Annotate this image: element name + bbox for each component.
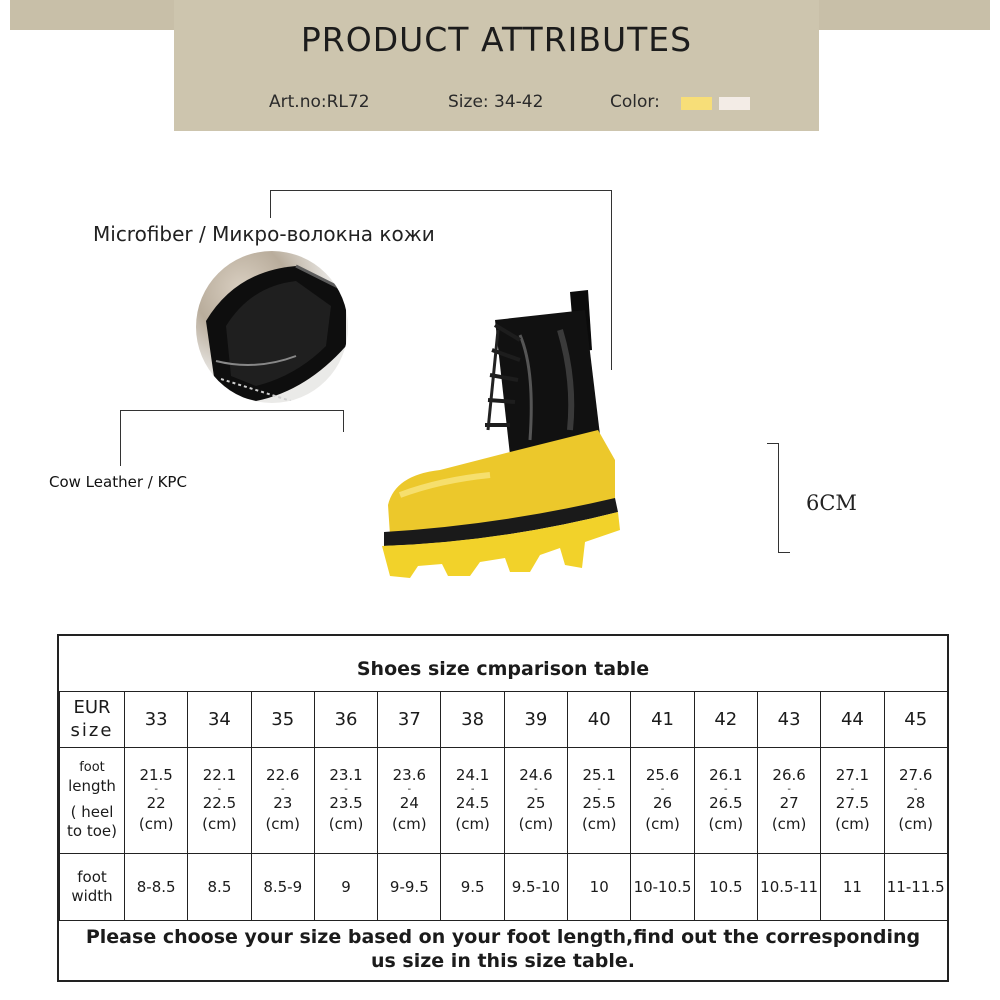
length-unit: (cm): [328, 815, 364, 834]
eur-cell: 43: [757, 692, 820, 748]
size-label: size: [70, 719, 114, 741]
length-unit: (cm): [138, 815, 174, 834]
color-swatch-yellow[interactable]: [681, 97, 712, 110]
length-cell: 26.1 - 26.5 (cm): [694, 748, 757, 854]
size-comparison-table: [57, 634, 949, 982]
size-range: Size: 34-42: [448, 92, 544, 112]
length-to: 24: [399, 793, 419, 812]
length-unit: (cm): [455, 815, 490, 834]
width-cell: 11-11.5: [884, 854, 947, 921]
eur-cell: 44: [821, 692, 884, 748]
size-grid: [59, 691, 948, 921]
leader-line-bottom-right: [343, 410, 344, 432]
eur-cell: 42: [694, 692, 757, 748]
length-unit: (cm): [392, 815, 427, 834]
foot-length-row: [60, 748, 948, 854]
length-from: 21.5: [139, 765, 173, 784]
eur-cell: 39: [504, 692, 567, 748]
length-to: 22: [146, 793, 166, 812]
foot-width-row: [60, 854, 948, 921]
eur-cell: 35: [251, 692, 314, 748]
length-unit: (cm): [518, 815, 554, 834]
width-cell: 9: [314, 854, 377, 921]
eur-cell: 40: [568, 692, 631, 748]
length-to: 27: [779, 793, 799, 812]
eur-size-row: [60, 692, 948, 748]
length-from: 25.1: [582, 765, 616, 784]
header-rule-left: [10, 0, 175, 30]
width-cell: 10.5: [694, 854, 757, 921]
length-from: 24.6: [519, 765, 553, 784]
material-detail-image: [196, 251, 348, 403]
page-title: PRODUCT ATTRIBUTES: [300, 20, 693, 59]
length-unit: (cm): [265, 815, 301, 834]
length-to: 27.5: [835, 793, 870, 812]
length-from: 22.6: [266, 765, 300, 784]
eur-cell: 33: [125, 692, 188, 748]
width-cell: 9.5-10: [504, 854, 567, 921]
length-to: 23: [273, 793, 293, 812]
eur-cell: 36: [314, 692, 377, 748]
upper-material-label: Microfiber / Микро-волокна кожи: [93, 222, 435, 246]
length-label-line: ( heel: [70, 803, 114, 822]
length-to: 22.5: [202, 793, 237, 812]
boot-product-image: [370, 280, 630, 580]
foot-width-header: [60, 854, 125, 921]
width-cell: 10.5-11: [757, 854, 820, 921]
length-to: 23.5: [329, 793, 363, 812]
length-cell: 26.6 - 27 (cm): [757, 748, 820, 854]
length-to: 28: [906, 793, 926, 812]
length-cell: 27.6 - 28 (cm): [884, 748, 947, 854]
length-cell: 27.1 - 27.5 (cm): [821, 748, 884, 854]
length-unit: (cm): [202, 815, 237, 834]
lining-material-label: Cow Leather / KPC: [49, 473, 187, 491]
size-advice-line: us size in this size table.: [370, 949, 636, 972]
eur-cell: 38: [441, 692, 504, 748]
height-bracket-top: [767, 443, 779, 444]
length-unit: (cm): [898, 815, 933, 834]
length-to: 26.5: [709, 793, 743, 812]
length-from: 25.6: [645, 765, 680, 784]
length-unit: (cm): [581, 815, 617, 834]
length-unit: (cm): [835, 815, 870, 834]
length-cell: 21.5 - 22 (cm): [125, 748, 188, 854]
length-to: 25: [526, 793, 546, 812]
length-from: 22.1: [202, 765, 237, 784]
leader-line-top: [270, 190, 612, 191]
leader-line-bottom: [120, 410, 344, 411]
length-label-line: foot: [79, 760, 105, 776]
length-from: 24.1: [455, 765, 490, 784]
width-cell: 8.5-9: [251, 854, 314, 921]
length-unit: (cm): [645, 815, 680, 834]
length-from: 26.6: [772, 765, 806, 784]
width-label-line: foot: [77, 868, 107, 887]
width-cell: 8.5: [188, 854, 251, 921]
header-rule-right: [818, 0, 990, 30]
length-cell: 23.6 - 24 (cm): [378, 748, 441, 854]
attributes-header: [174, 0, 819, 131]
leader-line-top-left: [270, 190, 271, 218]
eur-cell: 41: [631, 692, 694, 748]
height-bracket-vertical: [778, 443, 779, 553]
length-cell: 25.6 - 26 (cm): [631, 748, 694, 854]
length-label-line: length: [68, 776, 116, 795]
width-cell: 9-9.5: [378, 854, 441, 921]
length-cell: 22.1 - 22.5 (cm): [188, 748, 251, 854]
article-number: Art.no:RL72: [269, 92, 370, 112]
heel-height-label: 6CM: [806, 491, 857, 515]
length-to: 26: [652, 793, 673, 812]
width-cell: 10: [568, 854, 631, 921]
length-cell: 24.6 - 25 (cm): [504, 748, 567, 854]
length-from: 23.6: [392, 765, 427, 784]
color-swatch-white[interactable]: [719, 97, 750, 110]
length-unit: (cm): [708, 815, 744, 834]
size-advice-note: [59, 926, 947, 974]
length-cell: 23.1 - 23.5 (cm): [314, 748, 377, 854]
width-cell: 9.5: [441, 854, 504, 921]
table-title: Shoes size cmparison table: [356, 658, 650, 680]
length-from: 27.6: [899, 765, 933, 784]
eur-cell: 34: [188, 692, 251, 748]
height-bracket-bottom: [778, 552, 790, 553]
leader-line-bottom-left: [120, 410, 121, 466]
length-to: 24.5: [455, 793, 490, 812]
width-label-line: width: [71, 887, 113, 905]
length-cell: 25.1 - 25.5 (cm): [568, 748, 631, 854]
eur-label: EUR: [73, 697, 111, 718]
length-label-line: to toe): [67, 822, 117, 840]
length-unit: (cm): [771, 815, 807, 834]
eur-cell: 37: [378, 692, 441, 748]
width-cell: 10-10.5: [631, 854, 694, 921]
size-advice-line: Please choose your size based on your foot length,find out the corresponding: [85, 926, 921, 948]
foot-length-header: [60, 748, 125, 854]
length-cell: 22.6 - 23 (cm): [251, 748, 314, 854]
length-cell: 24.1 - 24.5 (cm): [441, 748, 504, 854]
width-cell: 11: [821, 854, 884, 921]
length-from: 23.1: [329, 765, 363, 784]
eur-cell: 45: [884, 692, 947, 748]
eur-size-header: [60, 692, 125, 748]
color-label: Color:: [610, 92, 660, 112]
length-from: 26.1: [709, 765, 743, 784]
length-to: 25.5: [582, 793, 616, 812]
length-from: 27.1: [835, 765, 870, 784]
width-cell: 8-8.5: [125, 854, 188, 921]
